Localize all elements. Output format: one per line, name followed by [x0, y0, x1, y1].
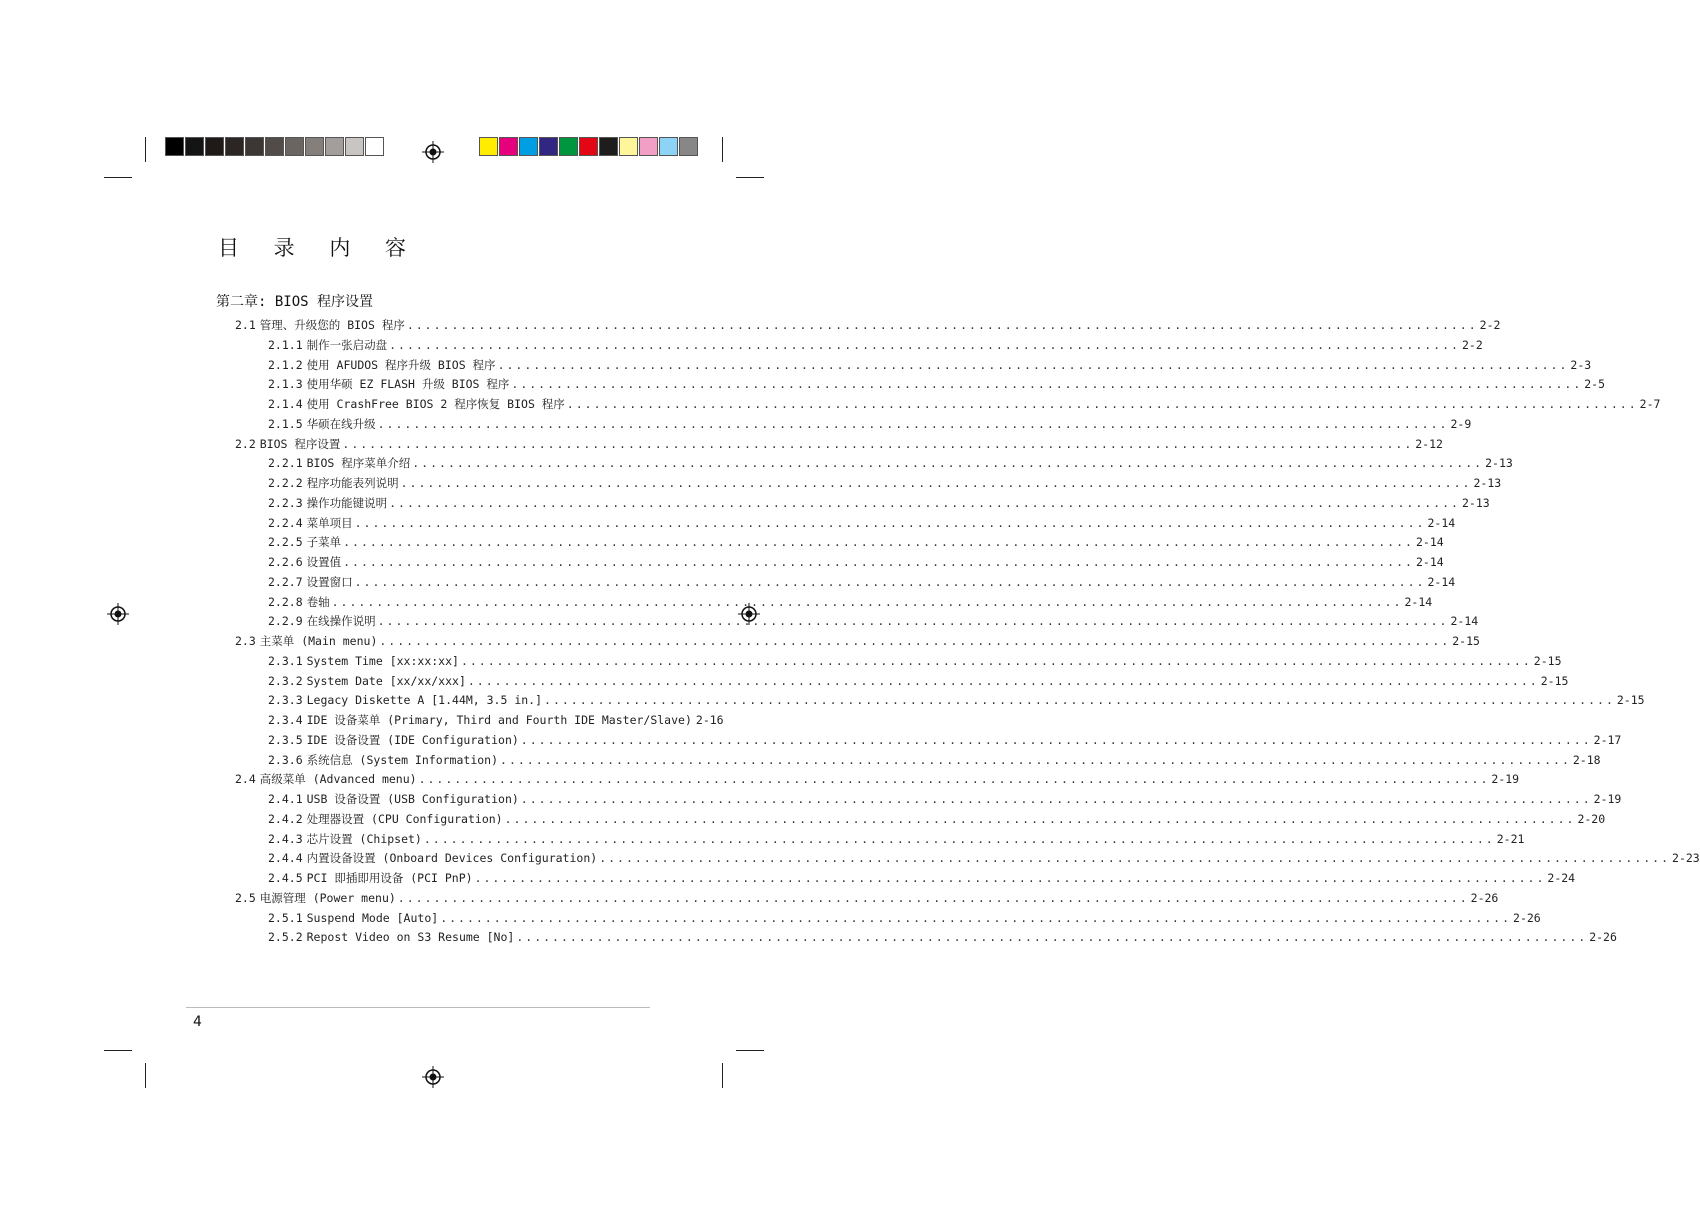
- toc-entry-label: 高级菜单 (Advanced menu): [259, 772, 417, 787]
- toc-entry-label: IDE 设备菜单 (Primary, Third and Fourth IDE Master/Slave): [306, 713, 692, 727]
- toc-entry-number: 2.3.5: [268, 732, 303, 747]
- toc-entry-number: 2.2.7: [268, 574, 303, 589]
- toc-entry-leader: ........................................................................................................................: [406, 318, 1478, 332]
- crop-mark-top-left-horizontal: [104, 177, 132, 178]
- toc-entry-page: 2-21: [1496, 831, 1525, 846]
- toc-entry-leader: ........................................................................................................................: [440, 910, 1512, 925]
- toc-entry[interactable]: [235, 889, 1499, 907]
- grayscale-swatch: [165, 137, 184, 156]
- crop-mark-bottom-left-vertical: [145, 1063, 146, 1088]
- toc-entry-page: 2-13: [1485, 456, 1513, 471]
- color-calibration-bar: [479, 137, 699, 158]
- toc-entry[interactable]: [235, 435, 1443, 453]
- process-color-swatch: [599, 137, 618, 156]
- toc-entry-number: 2.2.5: [268, 535, 303, 550]
- process-color-swatch: [659, 137, 678, 156]
- process-color-swatch: [499, 137, 518, 156]
- toc-entry-leader: ........................................................................................................................: [389, 337, 1460, 352]
- toc-entry-page: 2-9: [1450, 416, 1472, 431]
- toc-entry[interactable]: [268, 593, 1433, 611]
- grayscale-swatch: [205, 137, 224, 156]
- process-color-swatch: [479, 137, 498, 156]
- grayscale-swatch: [305, 137, 324, 156]
- toc-entry-number: 2.4.3: [268, 831, 303, 846]
- toc-entry[interactable]: [268, 336, 1483, 354]
- toc-entry-leader: ........................................................................................................................: [397, 890, 1469, 905]
- registration-mark-left-icon: [107, 603, 129, 625]
- toc-entry-page: 2-13: [1461, 495, 1490, 510]
- toc-entry-page: 2-14: [1415, 555, 1444, 569]
- toc-entry-leader: ........................................................................................................................: [342, 436, 1414, 451]
- grayscale-swatch: [225, 137, 244, 156]
- toc-entry-page: 2-7: [1639, 397, 1661, 411]
- toc-entry-label: 子菜单: [306, 535, 342, 550]
- footer-rule: [186, 1007, 650, 1008]
- toc-entry-page: 2-24: [1547, 871, 1576, 885]
- toc-entry-page: 2-15: [1452, 634, 1480, 648]
- toc-entry-label: 管理、升级您的 BIOS 程序: [259, 318, 405, 332]
- toc-entry[interactable]: [268, 928, 1617, 946]
- toc-entry-page: 2-14: [1427, 515, 1456, 530]
- toc-entry[interactable]: [268, 553, 1444, 571]
- toc-entry-number: 2.2.3: [268, 495, 303, 510]
- toc-entry-label: Legacy Diskette A [1.44M, 3.5 in.]: [306, 693, 543, 708]
- toc-entry-number: 2.3.6: [268, 752, 303, 767]
- process-color-swatch: [559, 137, 578, 156]
- process-color-swatch: [579, 137, 598, 156]
- toc-entry-page: 2-12: [1415, 436, 1443, 451]
- toc-entry-leader: ........................................................................................................................: [516, 930, 1588, 945]
- toc-entry-number: 2.4.4: [268, 851, 303, 866]
- crop-mark-bottom-right-horizontal: [736, 1050, 764, 1051]
- toc-entry-number: 2.1.5: [268, 416, 303, 431]
- toc-entry-leader: ........................................................................................................................: [354, 515, 1426, 530]
- toc-entry-number: 2.3.3: [268, 693, 303, 708]
- toc-entry-leader: ........................................................................................................................: [544, 693, 1615, 708]
- toc-entry-label: 程序功能表列说明: [306, 476, 399, 490]
- toc-entry-number: 2.4.2: [268, 811, 303, 826]
- toc-entry[interactable]: [235, 632, 1480, 650]
- toc-entry[interactable]: [268, 612, 1479, 630]
- page-number: 4: [193, 1014, 202, 1030]
- toc-entry-number: 2.1.2: [268, 357, 303, 372]
- toc-entry[interactable]: [268, 909, 1541, 927]
- toc-entry-leader: ........................................................................................................................: [389, 495, 1460, 510]
- toc-entry[interactable]: [268, 751, 1601, 769]
- toc-entry-number: 2.2.9: [268, 614, 303, 629]
- toc-entry-label: System Date [xx/xx/xxx]: [306, 673, 466, 688]
- toc-entry-page: 2-14: [1404, 594, 1433, 609]
- toc-entry-leader: ........................................................................................................................: [418, 772, 1490, 787]
- toc-entry-number: 2.1.1: [268, 337, 303, 352]
- toc-entry-leader: ........................................................................................................................: [343, 535, 1414, 550]
- toc-entry-leader: ........................................................................................................................: [400, 476, 1472, 490]
- toc-entry[interactable]: [235, 770, 1520, 788]
- toc-entry-page: 2-15: [1533, 653, 1562, 668]
- toc-entry-page: 2-26: [1513, 910, 1541, 925]
- toc-entry-page: 2-19: [1491, 772, 1520, 787]
- toc-entry-leader: ........................................................................................................................: [599, 851, 1671, 866]
- toc-entry[interactable]: [268, 356, 1592, 374]
- toc-entry-page: 2-3: [1570, 357, 1592, 372]
- toc-entry-page: 2-26: [1589, 930, 1617, 945]
- grayscale-swatch: [365, 137, 384, 156]
- grayscale-swatch: [265, 137, 284, 156]
- toc-entry[interactable]: [268, 652, 1562, 670]
- toc-entry-number: 2.1: [235, 318, 256, 332]
- toc-entry-number: 2.2.4: [268, 515, 303, 530]
- grayscale-swatch: [245, 137, 264, 156]
- toc-entry-label: System Time [xx:xx:xx]: [306, 653, 459, 668]
- toc-entry-label: USB 设备设置 (USB Configuration): [306, 792, 519, 806]
- toc-entry-number: 2.3.2: [268, 673, 303, 688]
- toc-entry-label: 使用 CrashFree BIOS 2 程序恢复 BIOS 程序: [306, 397, 565, 411]
- toc-entry-page: 2-19: [1593, 792, 1622, 806]
- toc-entry-number: 2.5: [235, 890, 256, 905]
- crop-mark-bottom-right-vertical: [722, 1063, 723, 1088]
- toc-entry-leader: ........................................................................................................................: [377, 614, 1449, 629]
- toc-entry[interactable]: [268, 849, 1700, 867]
- toc-entry-label: 使用华硕 EZ FLASH 升级 BIOS 程序: [306, 377, 510, 392]
- toc-entry-label: IDE 设备设置 (IDE Configuration): [306, 732, 519, 747]
- toc-entry-label: 内置设备设置 (Onboard Devices Configuration): [306, 851, 598, 866]
- toc-entry-leader: ........................................................................................................................: [520, 732, 1592, 747]
- toc-entry-label: 菜单项目: [306, 515, 353, 530]
- toc-entry-label: 芯片设置 (Chipset): [306, 831, 422, 846]
- toc-entry-page: 2-2: [1479, 318, 1501, 332]
- toc-entry-label: 电源管理 (Power menu): [259, 890, 396, 905]
- toc-entry-label: 设置值: [306, 555, 342, 569]
- toc-entry-page: 2-18: [1572, 752, 1601, 767]
- toc-entry[interactable]: [268, 573, 1456, 591]
- toc-entry-leader: ........................................................................................................................: [497, 357, 1569, 372]
- toc-entry[interactable]: [268, 691, 1645, 709]
- toc-entry-page: 2-17: [1593, 732, 1622, 747]
- toc-entry-number: 2.2.1: [268, 456, 303, 471]
- toc-entry-leader: ........................................................................................................................: [343, 555, 1414, 569]
- toc-entry[interactable]: [268, 731, 1622, 749]
- toc-entry-page: 2-5: [1584, 377, 1606, 392]
- toc-entry-number: 2.2.2: [268, 476, 303, 490]
- process-color-swatch: [539, 137, 558, 156]
- toc-entry-leader: ........................................................................................................................: [379, 634, 1451, 648]
- grayscale-swatch: [325, 137, 344, 156]
- toc-entry-label: Suspend Mode [Auto]: [306, 910, 439, 925]
- toc-entry-page: 2-26: [1470, 890, 1499, 905]
- toc-entry-leader: ........................................................................................................................: [520, 792, 1592, 806]
- crop-mark-top-right-vertical: [722, 137, 723, 162]
- toc-title: 目 录 内 容: [218, 236, 421, 260]
- toc-entry-page: 2-15: [1540, 673, 1569, 688]
- toc-entry-label: 系统信息 (System Information): [306, 752, 499, 767]
- toc-entry[interactable]: [268, 830, 1525, 848]
- toc-entry-label: Repost Video on S3 Resume [No]: [306, 930, 515, 945]
- grayscale-swatch: [345, 137, 364, 156]
- toc-entry-number: 2.1.4: [268, 397, 303, 411]
- process-color-swatch: [619, 137, 638, 156]
- toc-entry-page: 2-2: [1461, 337, 1483, 352]
- toc-entry-page: 2-23: [1672, 851, 1700, 866]
- toc-entry-label: 操作功能键说明: [306, 495, 388, 510]
- grayscale-swatch: [285, 137, 304, 156]
- toc-entry[interactable]: [268, 672, 1569, 690]
- toc-entry-label: 使用 AFUDOS 程序升级 BIOS 程序: [306, 357, 496, 372]
- toc-entry-number: 2.2.8: [268, 594, 303, 609]
- toc-entry-label: 华硕在线升级: [306, 416, 376, 431]
- toc-entry[interactable]: [268, 454, 1513, 472]
- toc-entry-number: 2.4.5: [268, 871, 303, 885]
- toc-entry-number: 2.4: [235, 772, 256, 787]
- toc-entry[interactable]: [268, 494, 1490, 512]
- toc-entry-label: 处理器设置 (CPU Configuration): [306, 811, 503, 826]
- toc-entry-leader: ........................................................................................................................: [460, 653, 1532, 668]
- toc-entry-label: 设置窗口: [306, 574, 353, 589]
- toc-entry[interactable]: [268, 533, 1444, 551]
- toc-entry[interactable]: [235, 316, 1501, 334]
- toc-entry-label: BIOS 程序设置: [259, 436, 341, 451]
- toc-entry-label: 卷轴: [306, 594, 330, 609]
- crop-mark-top-left-vertical: [145, 137, 146, 162]
- chapter-title: 第二章: BIOS 程序设置: [216, 294, 374, 310]
- toc-entry-number: 2.4.1: [268, 792, 303, 806]
- grayscale-calibration-bar: [165, 137, 385, 158]
- toc-entry-number: 2.2: [235, 436, 256, 451]
- process-color-swatch: [639, 137, 658, 156]
- toc-entry-page: 2-16: [695, 713, 724, 727]
- toc-entry-leader: ........................................................................................................................: [467, 673, 1539, 688]
- toc-entry-number: 2.3.1: [268, 653, 303, 668]
- toc-entry-label: 在线操作说明: [306, 614, 376, 629]
- toc-entry-page: 2-14: [1427, 574, 1456, 589]
- registration-mark-top-icon: [422, 141, 444, 163]
- toc-entry-page: 2-15: [1616, 693, 1645, 708]
- toc-entry-leader: ........................................................................................................................: [377, 416, 1449, 431]
- toc-entry-number: 2.3: [235, 634, 256, 648]
- process-color-swatch: [519, 137, 538, 156]
- crop-mark-bottom-left-horizontal: [104, 1050, 132, 1051]
- toc-entry-label: BIOS 程序菜单介绍: [306, 456, 411, 471]
- toc-entry-leader: ........................................................................................................................: [354, 574, 1426, 589]
- toc-entry-number: 2.5.2: [268, 930, 303, 945]
- toc-entry-number: 2.1.3: [268, 377, 303, 392]
- toc-entry-number: 2.5.1: [268, 910, 303, 925]
- toc-entry-label: 主菜单 (Main menu): [259, 634, 378, 648]
- toc-entry-number: 2.2.6: [268, 555, 303, 569]
- process-color-swatch: [679, 137, 698, 156]
- toc-entry[interactable]: [268, 869, 1576, 887]
- toc-entry[interactable]: [268, 375, 1606, 393]
- toc-entry-leader: ........................................................................................................................: [504, 811, 1576, 826]
- toc-entry[interactable]: [268, 395, 1661, 413]
- toc-entry-number: 2.3.4: [268, 713, 303, 727]
- toc-entry[interactable]: [268, 474, 1502, 492]
- toc-entry-leader: ........................................................................................................................: [474, 871, 1546, 885]
- toc-entry[interactable]: [268, 790, 1622, 808]
- toc-entry[interactable]: [268, 810, 1606, 828]
- registration-mark-bottom-icon: [422, 1066, 444, 1088]
- crop-mark-top-right-horizontal: [736, 177, 764, 178]
- toc-entry-label: 制作一张启动盘: [306, 337, 388, 352]
- grayscale-swatch: [185, 137, 204, 156]
- toc-entry-leader: ........................................................................................................................: [412, 456, 1484, 471]
- toc-entry-leader: ........................................................................................................................: [423, 831, 1495, 846]
- toc-entry[interactable]: [268, 514, 1456, 532]
- toc-entry-page: 2-20: [1577, 811, 1606, 826]
- toc-entry-label: PCI 即插即用设备 (PCI PnP): [306, 871, 473, 885]
- toc-entry-leader: ........................................................................................................................: [566, 397, 1638, 411]
- toc-entry-leader: ........................................................................................................................: [500, 752, 1571, 767]
- toc-entry-leader: ........................................................................................................................: [331, 594, 1403, 609]
- toc-entry[interactable]: [268, 415, 1472, 433]
- toc-entry-page: 2-14: [1450, 614, 1479, 629]
- toc-entry[interactable]: [268, 711, 724, 729]
- toc-entry-leader: ........................................................................................................................: [511, 377, 1583, 392]
- toc-entry-page: 2-14: [1415, 535, 1444, 550]
- toc-entry-page: 2-13: [1473, 476, 1502, 490]
